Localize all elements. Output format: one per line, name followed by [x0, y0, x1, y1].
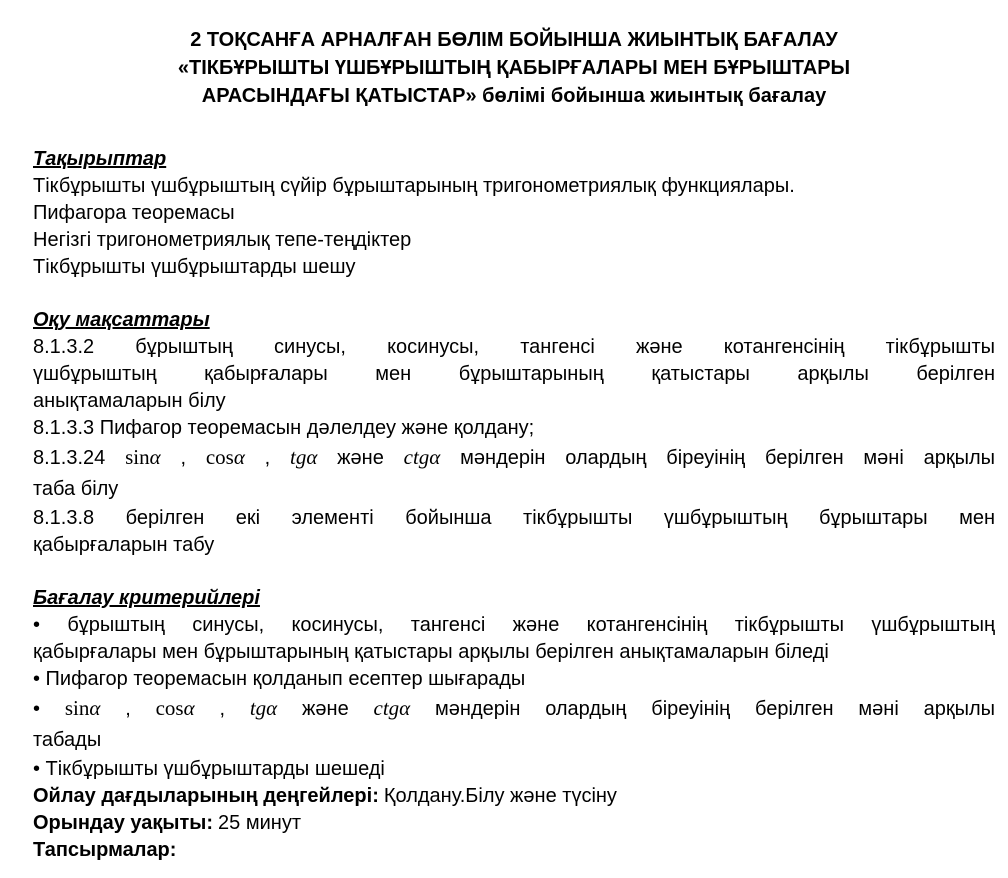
- text-line: • Пифагор теоремасын қолданып есептер шығарады: [33, 668, 526, 690]
- objectives-heading: Оқу мақсаттары: [33, 309, 210, 331]
- meta-line: [33, 783, 995, 810]
- meta-section: [33, 783, 995, 864]
- topic-item: Тікбұрышты үшбұрыштың сүйір бұрыштарының тригонометриялық функциялары.: [33, 175, 795, 197]
- text-run: cos: [155, 696, 184, 720]
- text-run: sin: [125, 445, 150, 469]
- title-line: «ТІКБҰРЫШТЫ ҮШБҰРЫШТЫҢ ҚАБЫРҒАЛАРЫ МЕН БҰРЫШТАРЫ: [177, 57, 851, 79]
- meta-line: [33, 837, 995, 864]
- title-line: 2 ТОҚСАНҒА АРНАЛҒАН БӨЛІМ БОЙЫНША ЖИЫНТЫҚ БАҒАЛАУ: [190, 29, 838, 51]
- text-run: α: [89, 696, 101, 720]
- meta-value: 25 минут: [218, 812, 301, 834]
- text-line: 8.1.3.8 берілген екі элементі бойынша тікбұрышты үшбұрыштың бұрыштары мен: [33, 507, 995, 529]
- topics-section: [33, 146, 995, 281]
- topic-item: Негізгі тригонометриялық тепе-теңдіктер: [33, 229, 412, 251]
- meta-label: Ойлау дағдыларының деңгейлері:: [33, 785, 379, 807]
- text-line: үшбұрыштың қабырғалары мен бұрыштарының қатыстары арқылы берілген: [33, 363, 995, 385]
- objective-paragraph: [33, 505, 995, 559]
- text-run: ctgα: [373, 696, 411, 720]
- objective-paragraph: [33, 415, 995, 442]
- text-line: [33, 442, 995, 474]
- criteria-section: [33, 585, 995, 783]
- topic-item: Пифагора теоремасы: [33, 202, 235, 224]
- text-run: ,: [100, 698, 156, 720]
- text-line: • Тікбұрышты үшбұрыштарды шешеді: [33, 758, 385, 780]
- text-run: мәндерін олардың біреуінің берілген мәні арқылы: [440, 447, 996, 469]
- objective-paragraph: [33, 442, 995, 505]
- meta-label: Тапсырмалар:: [33, 839, 177, 861]
- topic-item: Тікбұрышты үшбұрыштарды шешу: [33, 256, 356, 278]
- meta-value: Қолдану.Білу және түсіну: [383, 785, 617, 807]
- text-run: ,: [160, 447, 206, 469]
- text-run: ctgα: [403, 445, 441, 469]
- criteria-item: [33, 666, 995, 693]
- text-run: sin: [64, 696, 90, 720]
- text-run: α: [149, 445, 161, 469]
- text-line: 8.1.3.3 Пифагор теоремасын дәлелдеу және қолдану;: [33, 417, 535, 439]
- objectives-section: [33, 307, 995, 559]
- text-line: табады: [33, 729, 102, 751]
- objective-paragraph: [33, 334, 995, 415]
- meta-line: [33, 810, 995, 837]
- text-line: [33, 693, 995, 725]
- text-run: tgα: [290, 445, 318, 469]
- text-run: және: [317, 447, 404, 469]
- text-run: cos: [205, 445, 234, 469]
- text-line: қабырғаларын табу: [33, 534, 215, 556]
- text-run: •: [33, 698, 65, 720]
- text-run: және: [277, 698, 374, 720]
- meta-label: Орындау уақыты:: [33, 812, 214, 834]
- title-line: АРАСЫНДАҒЫ ҚАТЫСТАР» бөлімі бойынша жиынтық бағалау: [201, 85, 827, 107]
- document-title: [33, 26, 995, 110]
- text-run: α: [233, 445, 245, 469]
- criteria-heading: Бағалау критерийлері: [33, 587, 260, 609]
- criteria-item: [33, 612, 995, 666]
- text-run: мәндерін олардың біреуінің берілген мәні арқылы: [410, 698, 996, 720]
- text-line: • бұрыштың синусы, косинусы, тангенсі және котангенсінің тікбұрышты үшбұрыштың: [33, 614, 995, 636]
- text-run: tgα: [249, 696, 278, 720]
- text-run: ,: [244, 447, 291, 469]
- criteria-item: [33, 756, 995, 783]
- criteria-item: [33, 693, 995, 756]
- text-run: ,: [194, 698, 250, 720]
- text-run: α: [183, 696, 195, 720]
- text-line: қабырғалары мен бұрыштарының қатыстары арқылы берілген анықтамаларын біледі: [33, 641, 829, 663]
- text-run: 8.1.3.24: [33, 447, 126, 469]
- text-line: анықтамаларын білу: [33, 390, 226, 412]
- text-line: таба білу: [33, 478, 119, 500]
- topics-heading: Тақырыптар: [33, 148, 167, 170]
- text-line: 8.1.3.2 бұрыштың синусы, косинусы, тангенсі және котангенсінің тікбұрышты: [33, 336, 995, 358]
